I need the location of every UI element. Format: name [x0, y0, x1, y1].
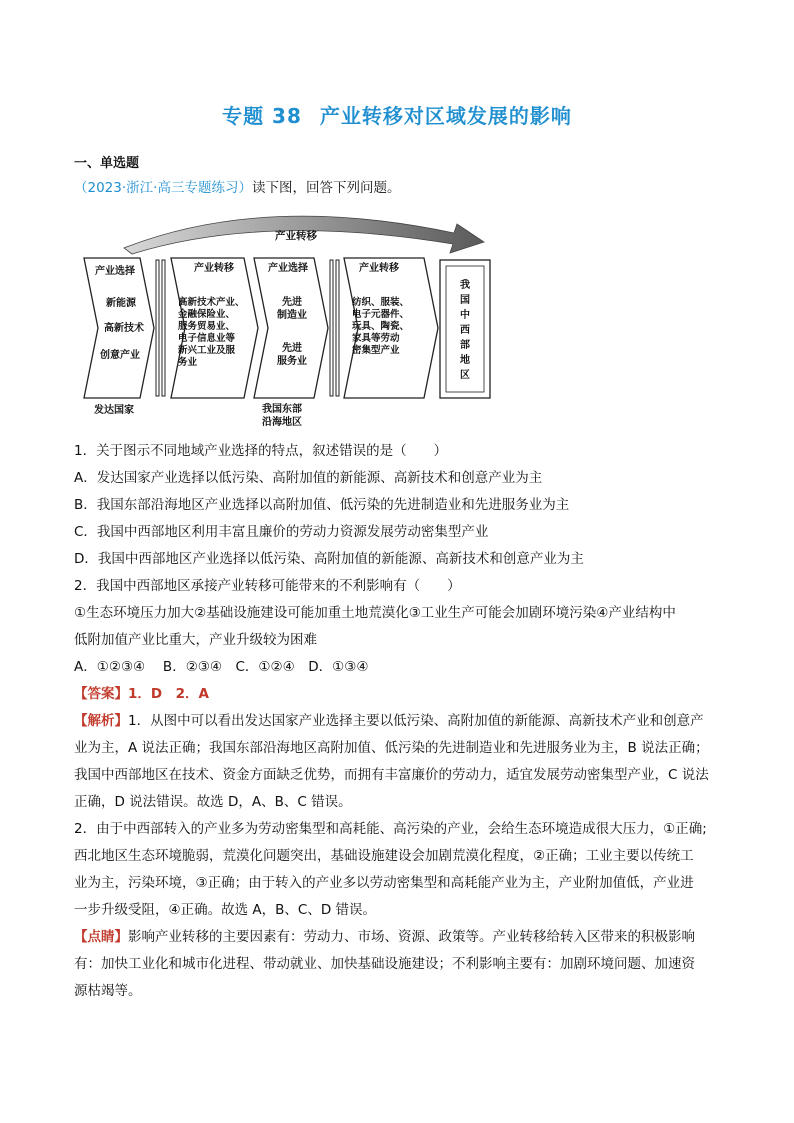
col2-item: 金融保险业、 [178, 309, 236, 320]
col2-item: 电子信息业等 [178, 333, 236, 344]
title-main: 产业转移对区域发展的影响 [319, 104, 572, 128]
col5-char: 部 [460, 340, 470, 351]
analysis-label: 【解析】 [74, 713, 128, 729]
analysis-line [74, 708, 724, 735]
tip-line: 有：加快工业化和城市化进程、带动就业、加快基础设施建设；不利影响主要有：加剧环境问题、加速资 [74, 956, 695, 972]
col2-item: 新兴工业及服 [178, 345, 236, 356]
page-title [0, 100, 794, 129]
col1-item: 新能源 [106, 298, 136, 309]
analysis-line: 正确，D 说法错误。故选 D，A、B、C 错误。 [74, 794, 352, 810]
analysis-line: 西北地区生态环境脆弱，荒漠化问题突出，基础设施建设会加剧荒漠化程度，②正确；工业主要以传统工 [74, 848, 694, 864]
col4-header: 产业转移 [359, 263, 399, 274]
industry-transfer-diagram [74, 208, 494, 430]
col5-char: 区 [460, 370, 470, 381]
col4-item: 家具等劳动 [352, 333, 400, 344]
question-2-body: 低附加值产业比重大，产业升级较为困难 [74, 632, 317, 648]
separator-bar [330, 260, 333, 396]
col3-shape [254, 258, 328, 398]
analysis-line: 一步升级受阻，④正确。故选 A，B、C、D 错误。 [74, 902, 377, 918]
analysis-line: 我国中西部地区在技术、资金方面缺乏优势，而拥有丰富廉价的劳动力，适宜发展劳动密集型产业，C 说法 [74, 767, 709, 783]
col2-header: 产业转移 [194, 263, 234, 274]
question-1-option-c: C．我国中西部地区利用丰富且廉价的劳动力资源发展劳动密集型产业 [74, 524, 489, 540]
answer-text: 1．D 2．A [128, 686, 209, 702]
col3-caption: 我国东部 [262, 404, 302, 415]
answer-label: 【答案】 [74, 686, 128, 702]
col3-item: 服务业 [277, 356, 307, 367]
col4-item: 纺织、服装、 [352, 297, 410, 308]
col2-item: 高新技术产业、 [178, 297, 245, 308]
question-2-body: ①生态环境压力加大②基础设施建设可能加重土地荒漠化③工业生产可能会加剧环境污染④产业结构中 [74, 605, 676, 621]
analysis-text: 1．从图中可以看出发达国家产业选择主要以低污染、高附加值的新能源、高新技术产业和创意产 [128, 713, 704, 729]
col2-item: 务业 [178, 357, 198, 368]
col3-item: 制造业 [277, 310, 307, 321]
answer-line [74, 681, 724, 708]
col1-caption: 发达国家 [94, 405, 134, 416]
separator-bar [156, 260, 159, 396]
col3-header: 产业选择 [268, 263, 308, 274]
col3-item: 先进 [282, 343, 302, 354]
analysis-line: 业为主，污染环境，③正确；由于转入的产业多以劳动密集型和高耗能产业为主，产业附加值低，产业进 [74, 875, 694, 891]
title-prefix: 专题 38 [222, 104, 302, 128]
question-1-stem: 1．关于图示不同地域产业选择的特点，叙述错误的是（ ） [74, 443, 448, 459]
question-2-stem: 2．我国中西部地区承接产业转移可能带来的不利影响有（ ） [74, 578, 461, 594]
col2-item: 服务贸易业、 [178, 321, 236, 332]
separator-bar [336, 260, 339, 396]
tip-line [74, 924, 724, 951]
question-intro [74, 176, 400, 196]
col5-char: 国 [460, 295, 470, 306]
question-1 [74, 438, 724, 573]
section-heading: 一、单选题 [74, 156, 140, 171]
tip-line: 源枯竭等。 [74, 983, 142, 999]
col5-char: 西 [460, 325, 470, 336]
tip-label: 【点睛】 [74, 929, 128, 945]
question-1-option-a: A．发达国家产业选择以低污染、高附加值的新能源、高新技术和创意产业为主 [74, 470, 543, 486]
analysis-line: 2．由于中西部转入的产业多为劳动密集型和高耗能、高污染的产业，会给生态环境造成很大压力，①正确; [74, 821, 707, 837]
col5-char: 我 [460, 280, 470, 291]
arc-label: 产业转移 [275, 230, 317, 242]
analysis-line: 业为主，A 说法正确；我国东部沿海地区高附加值、低污染的先进制造业和先进服务业为主，B 说法正确； [74, 740, 709, 756]
col5-char: 地 [460, 355, 470, 366]
answer-block [74, 681, 724, 1005]
col3-caption: 沿海地区 [262, 417, 302, 428]
question-2-options: A．①②③④ B．②③④ C．①②④ D．①③④ [74, 659, 369, 675]
col4-item: 密集型产业 [352, 345, 400, 356]
separator-bar [162, 260, 165, 396]
col3-item: 先进 [282, 297, 302, 308]
col4-item: 玩具、陶瓷、 [352, 321, 410, 332]
col1-item: 创意产业 [100, 350, 140, 361]
question-1-option-d: D．我国中西部地区产业选择以低污染、高附加值的新能源、高新技术和创意产业为主 [74, 551, 584, 567]
col1-item: 高新技术 [104, 323, 144, 334]
col1-header: 产业选择 [95, 266, 135, 277]
question-1-option-b: B．我国东部沿海地区产业选择以高附加值、低污染的先进制造业和先进服务业为主 [74, 497, 570, 513]
col5-char: 中 [460, 310, 470, 321]
tip-text: 影响产业转移的主要因素有：劳动力、市场、资源、政策等。产业转移给转入区带来的积极影响 [128, 929, 695, 945]
question-2 [74, 573, 724, 681]
question-instruction: 读下图，回答下列问题。 [251, 180, 401, 196]
question-source: （2023·浙江·高三专题练习） [74, 180, 252, 196]
col4-item: 电子元器件、 [352, 309, 410, 320]
